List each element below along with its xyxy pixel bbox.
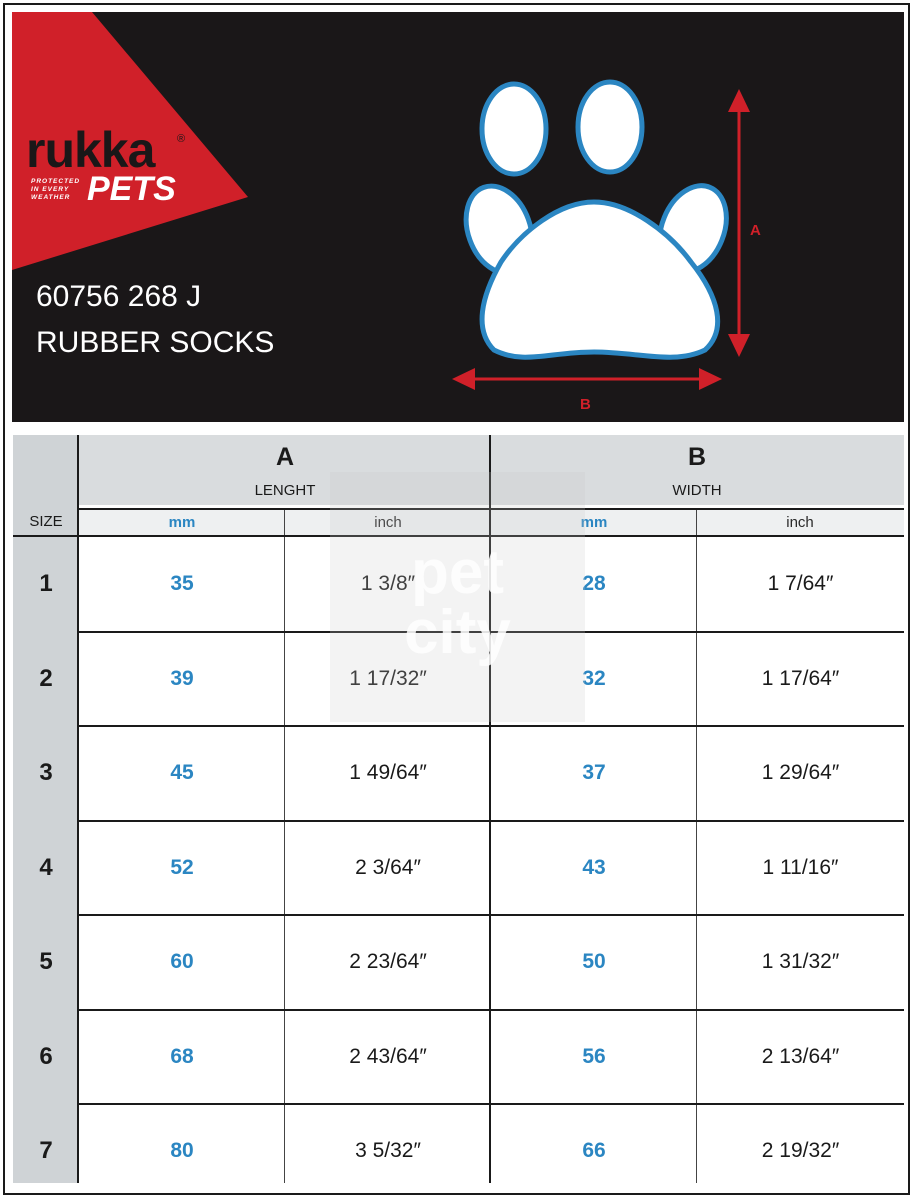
length-inch-cell: 1 49/64″ xyxy=(349,761,427,784)
group-a-letter: A xyxy=(275,443,295,471)
length-inch-cell: 2 43/64″ xyxy=(349,1044,427,1068)
length-mm-cell: 60 xyxy=(170,950,194,973)
size-header: SIZE xyxy=(29,513,63,530)
length-mm-cell: 35 xyxy=(170,572,194,595)
width-inch-cell: 2 13/64″ xyxy=(761,1044,840,1068)
width-mm-cell: 56 xyxy=(582,1044,606,1068)
length-inch-cell: 2 3/64″ xyxy=(355,855,421,879)
table-row xyxy=(13,726,904,820)
size-cell: 7 xyxy=(39,1137,53,1164)
length-inch-cell: 1 3/8″ xyxy=(360,572,416,595)
table-row xyxy=(13,1104,904,1198)
width-mm-cell: 28 xyxy=(582,572,606,595)
size-cell: 3 xyxy=(39,759,53,786)
width-inch-cell: 1 11/16″ xyxy=(762,855,839,879)
brand-name: rukka xyxy=(26,122,155,178)
table-row xyxy=(13,1010,904,1104)
group-b-letter: B xyxy=(687,443,707,471)
product-name: RUBBER SOCKS xyxy=(36,326,275,359)
dimension-a-label: A xyxy=(750,222,761,239)
length-mm-cell: 80 xyxy=(170,1139,194,1162)
watermark-line-1: pet xyxy=(411,538,504,607)
group-b-name: WIDTH xyxy=(672,482,722,499)
dimension-b-label: B xyxy=(580,396,591,413)
header-banner xyxy=(12,12,904,422)
size-cell: 4 xyxy=(39,853,53,881)
product-code: 60756 268 J xyxy=(36,280,202,313)
brand-sub: PETS xyxy=(87,170,176,208)
size-cell: 2 xyxy=(39,664,53,692)
table-row xyxy=(13,821,904,915)
length-mm-cell: 52 xyxy=(170,855,194,879)
size-cell: 6 xyxy=(39,1042,53,1070)
length-mm-cell: 45 xyxy=(170,761,194,784)
unit-a-inch: inch xyxy=(374,514,402,531)
size-cell: 5 xyxy=(39,948,53,975)
width-mm-cell: 66 xyxy=(582,1139,606,1162)
width-mm-cell: 32 xyxy=(582,666,606,690)
brand-tagline: PROTECTED IN EVERY WEATHER xyxy=(31,178,81,201)
width-mm-cell: 37 xyxy=(582,761,606,784)
unit-a-mm: mm xyxy=(168,514,196,531)
length-inch-cell: 2 23/64″ xyxy=(349,950,427,973)
width-inch-cell: 1 7/64″ xyxy=(767,572,834,595)
registered-mark: ® xyxy=(177,133,186,145)
width-inch-cell: 2 19/32″ xyxy=(761,1139,840,1162)
width-inch-cell: 1 17/64″ xyxy=(761,666,840,690)
length-inch-cell: 1 17/32″ xyxy=(349,666,427,690)
width-mm-cell: 43 xyxy=(582,855,606,879)
length-inch-cell: 3 5/32″ xyxy=(355,1139,421,1162)
dimension-arrows xyxy=(12,12,904,422)
table-row xyxy=(13,915,904,1009)
unit-b-inch: inch xyxy=(786,514,814,531)
watermark xyxy=(330,472,585,722)
size-cell: 1 xyxy=(39,570,53,597)
width-mm-cell: 50 xyxy=(582,950,606,973)
length-mm-cell: 39 xyxy=(170,666,194,690)
unit-b-mm: mm xyxy=(580,514,608,531)
watermark-line-2: city xyxy=(404,598,511,667)
group-a-name: LENGHT xyxy=(254,482,316,499)
length-mm-cell: 68 xyxy=(170,1044,194,1068)
width-inch-cell: 1 29/64″ xyxy=(761,761,840,784)
width-inch-cell: 1 31/32″ xyxy=(761,950,840,973)
